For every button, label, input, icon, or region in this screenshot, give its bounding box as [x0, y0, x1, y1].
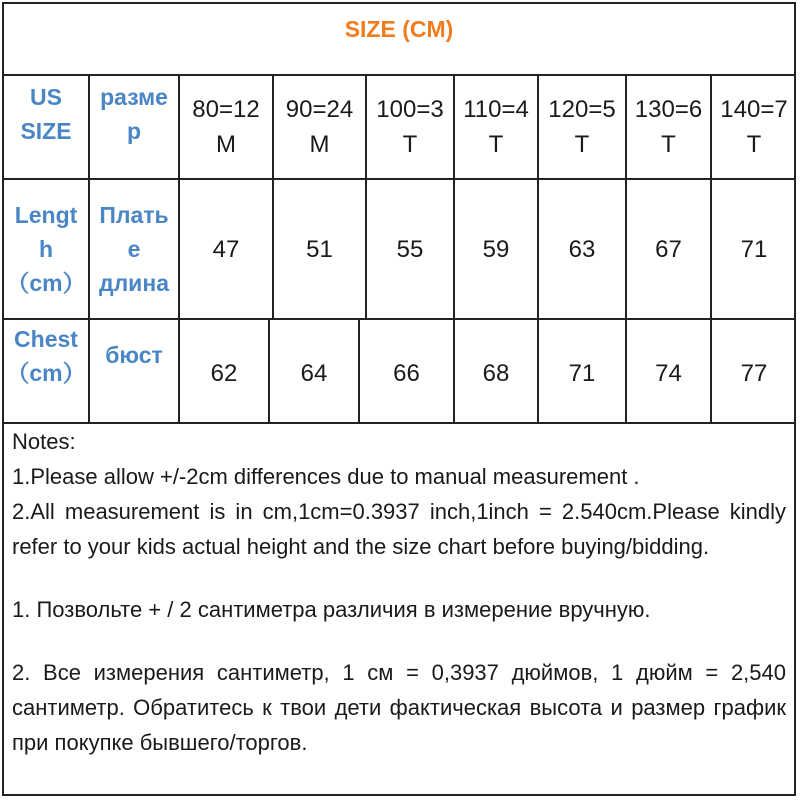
- size-header-cell: 80=12 M: [192, 96, 260, 158]
- note-line-ru: 1. Позвольте + / 2 сантиметра различия в измерение вручную.: [12, 597, 651, 622]
- chest-value: 77: [740, 359, 768, 387]
- length-value: 59: [482, 235, 510, 263]
- size-header-cell: 100=3 T: [376, 96, 444, 158]
- note-line-ru: 2. Все измерения сантиметр, 1 см = 0,3937 дюймов, 1 дюйм = 2,540 сантиметр. Обратитесь к твои дети фактическая высота и размер график при покупке бывшего/торгов.: [12, 660, 786, 755]
- size-header-cell: 140=7 T: [720, 96, 788, 158]
- chest-value: 66: [393, 359, 420, 387]
- length-value: 71: [740, 235, 768, 263]
- length-value: 51: [306, 235, 333, 263]
- chest-value: 71: [568, 359, 596, 387]
- chest-value: 68: [482, 359, 510, 387]
- length-value: 67: [655, 235, 682, 263]
- chest-value: 74: [655, 359, 682, 387]
- notes-heading: Notes:: [12, 429, 76, 454]
- chest-value: 62: [210, 359, 238, 387]
- length-value: 47: [212, 235, 240, 263]
- notes-section: [12, 424, 786, 760]
- size-header-cell: 120=5 T: [548, 96, 616, 158]
- note-line: 1.Please allow +/-2cm differences due to manual measurement .: [12, 464, 640, 489]
- length-value: 63: [568, 235, 596, 263]
- size-header-cell: 90=24 M: [285, 96, 354, 158]
- chart-title: SIZE (CM): [4, 4, 794, 76]
- length-value: 55: [396, 235, 424, 263]
- chest-value: 64: [300, 359, 328, 387]
- chest-label-ru: бюст: [105, 342, 163, 368]
- size-header-cell: 130=6 T: [634, 96, 703, 158]
- size-header-cell: 110=4 T: [463, 96, 529, 158]
- note-line: 2.All measurement is in cm,1cm=0.3937 inch,1inch = 2.540cm.Please kindly refer to your kids actual height and the size chart before buying/bidding.: [12, 499, 786, 559]
- chest-label: Chest （cm）: [6, 326, 86, 386]
- length-label-ru: Плать е длина: [98, 202, 170, 296]
- length-label: Lengt h （cm）: [6, 202, 86, 296]
- us-size-label: US SIZE: [20, 84, 72, 144]
- size-label-ru: разме р: [100, 84, 168, 144]
